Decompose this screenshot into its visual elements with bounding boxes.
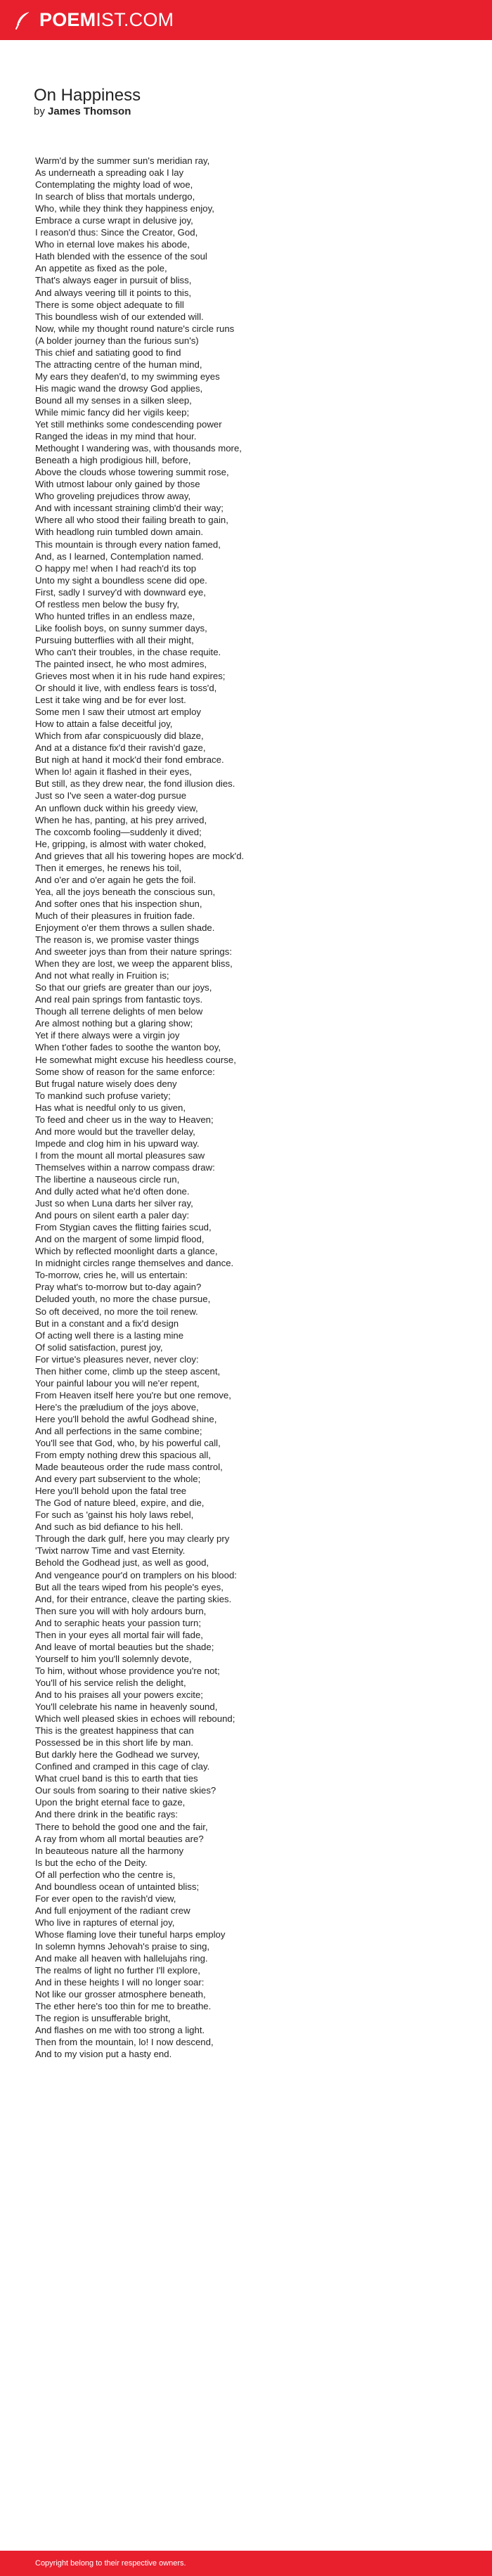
site-logo[interactable] — [13, 9, 174, 31]
poem-line: You'll of his service relish the delight, — [35, 1677, 186, 1688]
poem-line: Then sure you will with holy ardours burn, — [35, 1605, 207, 1616]
poem-line: Possessed be in this short life by man. — [35, 1737, 194, 1749]
poem-line: The region is unsufferable bright, — [35, 2013, 171, 2024]
poem-line: In solemn hymns Jehovah's praise to sing, — [35, 1940, 210, 1952]
poem-line: Here you'll behold upon the fatal tree — [35, 1486, 187, 1497]
poem-line: Ranged the ideas in my mind that hour. — [35, 431, 197, 442]
poem-line: And at a distance fix'd their ravish'd gaze, — [35, 742, 206, 754]
poem-line: Has what is needful only to us given, — [35, 1102, 186, 1113]
poem-line: Yet still methinks some condescending power — [35, 419, 222, 430]
poem-line: Or should it live, with endless fears is toss'd, — [35, 683, 217, 694]
poem-line: In midnight circles range themselves and dance. — [35, 1258, 234, 1269]
poem-line: There to behold the good one and the fair, — [35, 1821, 208, 1832]
poem-line: And not what really in Fruition is; — [35, 970, 169, 981]
poem-line: Embrace a curse wrapt in delusive joy, — [35, 215, 193, 226]
poem-line: And to his praises all your powers excite; — [35, 1689, 203, 1700]
poem-line: Made beauteous order the rude mass control, — [35, 1462, 223, 1473]
poem-line: To-morrow, cries he, will us entertain: — [35, 1270, 188, 1281]
poem-line: And sweeter joys than from their nature springs: — [35, 946, 233, 958]
poem-line: Though all terrene delights of men below — [35, 1006, 203, 1017]
poem-line: And with incessant straining climb'd their way; — [35, 503, 224, 514]
poem-line: First, sadly I survey'd with downward eye, — [35, 586, 206, 598]
poem-line: Where all who stood their failing breath to gain, — [35, 515, 228, 526]
poem-line: You'll celebrate his name in heavenly sound, — [35, 1701, 218, 1713]
poem-line: And make all heaven with hallelujahs ring. — [35, 1953, 208, 1964]
poem-line: Enjoyment o'er them throws a sullen shade. — [35, 922, 215, 933]
poem-line: With headlong ruin tumbled down amain. — [35, 527, 203, 538]
poem-line: A ray from whom all mortal beauties are? — [35, 1833, 204, 1844]
poem-line: To feed and cheer us in the way to Heaven; — [35, 1114, 214, 1125]
poem-line: You'll see that God, who, by his powerful call, — [35, 1438, 221, 1449]
poem-line: To him, without whose providence you're not; — [35, 1665, 220, 1676]
poem-line: Beneath a high prodigious hill, before, — [35, 455, 191, 466]
poem-line: This is the greatest happiness that can — [35, 1725, 194, 1737]
poem-line: Which by reflected moonlight darts a glance, — [35, 1246, 218, 1257]
poem-line: Deluded youth, no more the chase pursue, — [35, 1294, 211, 1305]
poem-line: So that our griefs are greater than our joys, — [35, 982, 212, 993]
poem-line: (A bolder journey than the furious sun's) — [35, 335, 199, 346]
poem-line: And every part subservient to the whole; — [35, 1474, 201, 1485]
site-footer — [0, 2551, 492, 2576]
poem-line: From Stygian caves the flitting fairies scud, — [35, 1222, 212, 1233]
poem-line: Some men I saw their utmost art employ — [35, 707, 201, 718]
poem-line: The ether here's too thin for me to breathe. — [35, 2001, 212, 2012]
poem-line: My ears they deafen'd, to my swimming eyes — [35, 371, 220, 382]
poem-line: Here you'll behold the awful Godhead shine, — [35, 1413, 217, 1424]
poem-line: And softer ones that his inspection shun, — [35, 898, 202, 909]
poem-line: The reason is, we promise vaster things — [35, 934, 200, 946]
poem-line: But darkly here the Godhead we survey, — [35, 1749, 200, 1760]
poem-line: Upon the bright eternal face to gaze, — [35, 1797, 186, 1808]
poem-line: And grieves that all his towering hopes are mock'd. — [35, 850, 245, 861]
poem-line: Yourself to him you'll solemnly devote, — [35, 1653, 192, 1664]
poem-line: Pray what's to-morrow but to-day again? — [35, 1282, 202, 1293]
poem-line: Much of their pleasures in fruition fade. — [35, 910, 195, 921]
poem-line: Then in your eyes all mortal fair will fade, — [35, 1629, 203, 1640]
poem-line: And, as I learned, Contemplation named. — [35, 550, 204, 562]
poem-line: And always veering till it points to this, — [35, 287, 192, 298]
logo-light-text: IST.COM — [96, 9, 174, 30]
poem-line: In beauteous nature all the harmony — [35, 1845, 184, 1856]
poem-line: Who hunted trifles in an endless maze, — [35, 610, 195, 622]
poem-line: And real pain springs from fantastic toys. — [35, 994, 203, 1005]
feather-pen-icon — [13, 10, 34, 31]
poem-line: Which from afar conspicuously did blaze, — [35, 730, 204, 742]
poem-line: And to my vision put a hasty end. — [35, 2049, 172, 2060]
poem-line: Hath blended with the essence of the soul — [35, 251, 207, 262]
poem-line: And full enjoyment of the radiant crew — [35, 1905, 190, 1916]
poem-line: The realms of light no further I'll explore, — [35, 1965, 200, 1976]
poem-line: Lest it take wing and be for ever lost. — [35, 695, 186, 706]
poem-line: Here's the præludium of the joys above, — [35, 1401, 199, 1412]
poem-line: Who in eternal love makes his abode, — [35, 239, 190, 250]
poem-line: Yet if there always were a virgin joy — [35, 1030, 180, 1041]
poem-line: When lo! again it flashed in their eyes, — [35, 766, 192, 778]
poem-line: Yea, all the joys beneath the conscious sun, — [35, 886, 216, 897]
poem-line: For ever open to the ravish'd view, — [35, 1893, 176, 1904]
poem-line: And dully acted what he'd often done. — [35, 1186, 190, 1197]
poem-line: And all perfections in the same combine; — [35, 1425, 202, 1436]
poem-line: And flashes on me with too strong a light. — [35, 2025, 205, 2036]
poem-line: Which well pleased skies in echoes will rebound; — [35, 1713, 235, 1725]
poem-line: The painted insect, he who most admires, — [35, 658, 207, 669]
poem-line: This boundless wish of our extended will. — [35, 311, 204, 322]
poem-line: The God of nature bleed, expire, and die, — [35, 1498, 205, 1509]
poem-line: He, gripping, is almost with water choked, — [35, 838, 207, 849]
poem-line: So oft deceived, no more the toil renew. — [35, 1306, 198, 1317]
poem-line: Who live in raptures of eternal joy, — [35, 1917, 175, 1928]
poem-line: Then from the mountain, lo! I now descend, — [35, 2037, 214, 2048]
poem-line: Just so I've seen a water-dog pursue — [35, 790, 187, 801]
poem-line: His magic wand the drowsy God applies, — [35, 382, 203, 394]
poem-line: For such as 'gainst his holy laws rebel, — [35, 1509, 194, 1521]
poem-line: Some show of reason for the same enforce: — [35, 1066, 215, 1077]
poem-line: And, for their entrance, cleave the parting skies. — [35, 1593, 232, 1604]
poem-line: Themselves within a narrow compass draw: — [35, 1161, 215, 1173]
poem-line: The coxcomb fooling—suddenly it dived; — [35, 826, 202, 837]
poem-line: O happy me! when I had reach'd its top — [35, 562, 197, 574]
poem-line: Then it emerges, he renews his toil, — [35, 862, 182, 873]
poem-line: Of all perfection who the centre is, — [35, 1869, 176, 1880]
poem-body — [35, 155, 471, 2060]
poem-line: From Heaven itself here you're but one remove, — [35, 1389, 231, 1400]
poem-line: Bound all my senses in a silken sleep, — [35, 394, 192, 406]
poem-line: 'Twixt narrow Time and vast Eternity. — [35, 1545, 186, 1557]
poem-line: And boundless ocean of untainted bliss; — [35, 1881, 200, 1892]
poem-line: Through the dark gulf, here you may clearly pry — [35, 1533, 230, 1545]
poem-line: But nigh at hand it mock'd their fond embrace. — [35, 754, 224, 766]
poem-line: And on the margent of some limpid flood, — [35, 1234, 205, 1245]
poem-line: And leave of mortal beauties but the shade; — [35, 1641, 214, 1652]
poem-line: As underneath a spreading oak I lay — [35, 167, 184, 179]
poem-line: Who groveling prejudices throw away, — [35, 491, 191, 502]
poem-line: Now, while my thought round nature's circle runs — [35, 323, 235, 334]
by-label: by — [34, 105, 45, 117]
poem-line: Unto my sight a boundless scene did ope. — [35, 574, 207, 586]
poem-line: That's always eager in pursuit of bliss, — [35, 275, 192, 286]
poem-line: For virtue's pleasures never, never cloy: — [35, 1353, 199, 1365]
poem-line: And there drink in the beatific rays: — [35, 1809, 179, 1820]
poem-line: Grieves most when it in his rude hand expires; — [35, 671, 226, 682]
poem-line: But in a constant and a fix'd design — [35, 1318, 179, 1329]
poem-line: But all the tears wiped from his people's eyes, — [35, 1581, 224, 1592]
poem-line: He somewhat might excuse his heedless course, — [35, 1054, 236, 1065]
poem-line: Then hither come, climb up the steep ascent, — [35, 1365, 221, 1377]
logo-bold-text: POEM — [39, 9, 96, 30]
poem-line: Who can't their troubles, in the chase requite. — [35, 646, 221, 657]
poem-line: While mimic fancy did her vigils keep; — [35, 406, 190, 418]
poem-line: And vengeance pour'd on tramplers on his blood: — [35, 1569, 237, 1580]
poem-line: Methought I wandering was, with thousands more, — [35, 443, 242, 454]
poem-line: Like foolish boys, on sunny summer days, — [35, 622, 207, 633]
site-logo-text — [39, 9, 174, 31]
poem-line: Whose flaming love their tuneful harps employ — [35, 1928, 226, 1940]
poem-line: And o'er and o'er again he gets the foil. — [35, 874, 196, 885]
poem-author[interactable]: James Thomson — [48, 105, 131, 117]
poem-line: Are almost nothing but a glaring show; — [35, 1018, 193, 1029]
poem-line: When he has, panting, at his prey arrived, — [35, 814, 207, 825]
poem-line: Of restless men below the busy fry, — [35, 598, 179, 610]
poem-line: With utmost labour only gained by those — [35, 479, 200, 490]
poem-line: And in these heights I will no longer soar: — [35, 1977, 205, 1988]
poem-line: What cruel band is this to earth that ties — [35, 1773, 198, 1784]
poem-line: Impede and clog him in his upward way. — [35, 1138, 200, 1149]
poem-line: When they are lost, we weep the apparent bliss, — [35, 958, 233, 970]
poem-line: Just so when Luna darts her silver ray, — [35, 1198, 193, 1209]
poem-line: I from the mount all mortal pleasures saw — [35, 1149, 205, 1161]
poem-line: Is but the echo of the Deity. — [35, 1857, 148, 1868]
poem-line: Who, while they think they happiness enjoy, — [35, 203, 214, 214]
poem-line: Your painful labour you will ne'er repent, — [35, 1377, 200, 1389]
poem-line: But frugal nature wisely does deny — [35, 1078, 177, 1089]
poem-line: And pours on silent earth a paler day: — [35, 1210, 190, 1221]
poem-line: Above the clouds whose towering summit rose, — [35, 467, 229, 478]
poem-line: An appetite as fixed as the pole, — [35, 263, 167, 274]
poem-line: And such as bid defiance to his hell. — [35, 1521, 183, 1533]
poem-line: Contemplating the mighty load of woe, — [35, 179, 193, 191]
poem-line: Pursuing butterflies with all their might, — [35, 634, 194, 645]
poem-line: How to attain a false deceitful joy, — [35, 719, 173, 730]
poem-line: I reason'd thus: Since the Creator, God, — [35, 227, 198, 238]
poem-line: Confined and cramped in this cage of clay. — [35, 1761, 210, 1772]
poem-line: In search of bliss that mortals undergo, — [35, 191, 195, 202]
poem-line: Behold the Godhead just, as well as good, — [35, 1557, 209, 1569]
poem-line: Of acting well there is a lasting mine — [35, 1329, 184, 1341]
poem-line: When t'other fades to soothe the wanton boy, — [35, 1042, 221, 1053]
poem-line: To mankind such profuse variety; — [35, 1090, 171, 1101]
poem-line: From empty nothing drew this spacious all, — [35, 1450, 211, 1461]
poem-line: And more would but the traveller delay, — [35, 1126, 195, 1137]
poem-title: On Happiness — [34, 86, 141, 105]
poem-line: Our souls from soaring to their native skies? — [35, 1785, 216, 1796]
poem-line: The libertine a nauseous circle run, — [35, 1173, 180, 1185]
copyright-text: Copyright belong to their respective owners. — [35, 2559, 186, 2568]
poem-line: An unflown duck within his greedy view, — [35, 802, 198, 813]
poem-line: Not like our grosser atmosphere beneath, — [35, 1989, 206, 2000]
poem-line: This chief and satiating good to find — [35, 347, 181, 358]
poem-byline — [34, 105, 131, 117]
poem-line: And to seraphic heats your passion turn; — [35, 1617, 202, 1628]
poem-line: Warm'd by the summer sun's meridian ray, — [35, 155, 210, 166]
site-header — [0, 0, 492, 40]
poem-line: The attracting centre of the human mind, — [35, 359, 202, 370]
poem-line: There is some object adequate to fill — [35, 299, 184, 310]
poem-line: But still, as they drew near, the fond illusion dies. — [35, 778, 235, 790]
poem-line: Of solid satisfaction, purest joy, — [35, 1341, 163, 1353]
poem-line: This mountain is through every nation famed, — [35, 539, 221, 550]
